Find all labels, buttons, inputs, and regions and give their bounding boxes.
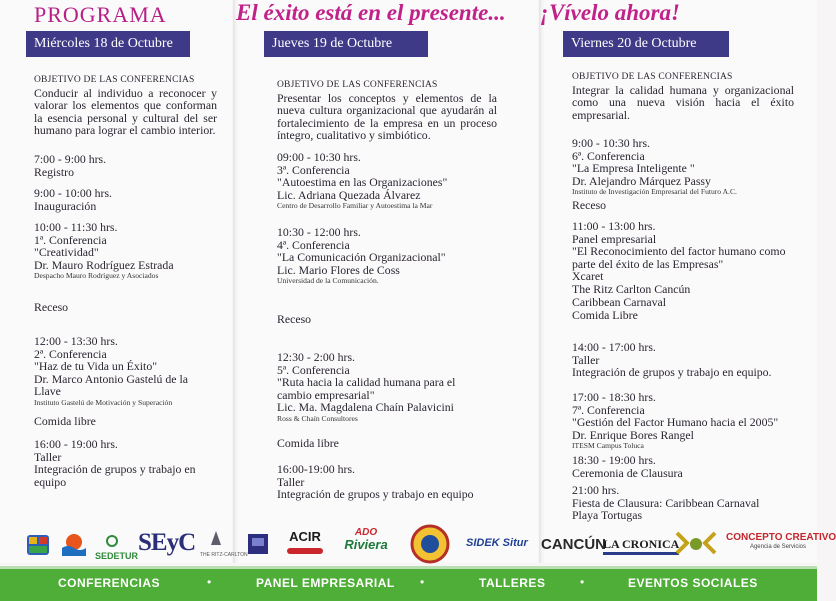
seyc-logo: SEyC — [138, 529, 196, 556]
objective-text: Presentar los conceptos y elementos de la nueva cultura organizacional que ayudarán al fortalecimiento de la empresa en un proceso íntegro, cualitativo y simbiótico. — [277, 90, 497, 143]
item-line: Lic. Adriana Quezada Álvarez — [277, 187, 421, 202]
ado-riviera-logo: ADO Riviera — [344, 527, 388, 552]
footer-item-conferencias: CONFERENCIAS — [58, 576, 161, 590]
item-line: "Ruta hacia la calidad humana para el — [277, 375, 456, 390]
cancun-logo: CANCÚN — [541, 536, 606, 553]
item-line: Comida Libre — [572, 308, 638, 322]
item-line: 3ª. Conferencia — [277, 162, 350, 177]
agenda-item — [34, 335, 229, 408]
item-institution: ITESM Campus Toluca — [572, 441, 644, 451]
agenda-item — [277, 151, 517, 211]
sponsor-logos — [0, 523, 836, 563]
acir-dots-icon — [285, 546, 325, 556]
item-time: 17:00 - 18:30 hrs. — [572, 390, 656, 404]
item-time: 7:00 - 9:00 hrs. — [34, 152, 107, 166]
item-line: Lic. Mario Flores de Coss — [277, 262, 400, 277]
item-line: Lic. Ma. Magdalena Chaín Palavicini — [277, 400, 454, 415]
item-line: Dr. Alejandro Márquez Passy — [572, 173, 711, 188]
la-cronica-logo: LA CRONICA — [603, 537, 679, 555]
footer-item-eventos: EVENTOS SOCIALES — [628, 576, 758, 590]
item-line: Taller — [34, 449, 62, 464]
item-line: Panel empresarial — [572, 231, 657, 246]
agenda-item — [34, 187, 224, 212]
item-time: 21:00 hrs. — [572, 483, 620, 497]
item-time: 16:00-19:00 hrs. — [277, 462, 355, 476]
agenda-item — [34, 438, 229, 488]
objective-text: Integrar la calidad humana y organizacional como una nueva visión hacia el éxito empresarial. — [572, 82, 794, 122]
ritz-carlton-logo: THE RITZ-CARLTON — [200, 529, 232, 558]
agenda-item — [277, 351, 527, 424]
objective-friday — [572, 71, 794, 121]
item-line: Dr. Mauro Rodríguez Estrada — [34, 257, 174, 272]
item-line: "La Empresa Inteligente " — [572, 161, 695, 176]
item-line: equipo — [34, 474, 67, 489]
item-line: Inauguración — [34, 198, 97, 213]
footer-bullet: • — [580, 575, 585, 589]
item-time: 16:00 - 19:00 hrs. — [34, 437, 118, 451]
item-institution: Ross & Chaín Consultores — [277, 413, 358, 423]
footer-item-panel: PANEL EMPRESARIAL — [256, 576, 395, 590]
footer-bullet: • — [420, 575, 425, 589]
agenda-item — [572, 341, 812, 379]
acir-logo: ACIR — [284, 530, 326, 561]
agenda-item — [277, 313, 517, 326]
sun-wave-logo-icon — [60, 532, 88, 558]
objective-heading: OBJETIVO DE LAS CONFERENCIAS — [277, 80, 438, 90]
sidek-situr-logo: SIDEK Situr — [466, 537, 528, 549]
item-line: Fiesta de Clausura: Caribbean Carnaval — [572, 495, 760, 510]
item-line: Comida libre — [34, 414, 96, 428]
item-time: 12:00 - 13:30 hrs. — [34, 334, 118, 348]
day-title: Miércoles 18 de Octubre — [34, 36, 173, 51]
round-seal-icon — [410, 524, 450, 564]
item-institution: Centro de Desarrollo Familiar y Autoestima la Mar — [277, 201, 433, 211]
item-time: 11:00 - 13:00 hrs. — [572, 219, 656, 233]
item-time: 10:30 - 12:00 hrs. — [277, 225, 361, 239]
objective-heading: OBJETIVO DE LAS CONFERENCIAS — [572, 72, 733, 82]
programa-title: PROGRAMA — [34, 2, 167, 27]
item-line: The Ritz Carlton Cancún — [572, 281, 691, 296]
agenda-item — [572, 484, 812, 522]
objective-wednesday — [34, 74, 217, 137]
item-line: 6ª. Conferencia — [572, 148, 645, 163]
item-line: Comida libre — [277, 436, 339, 450]
item-line: "Gestión del Factor Humano hacia el 2005" — [572, 415, 779, 430]
item-time: 18:30 - 19:00 hrs. — [572, 453, 656, 467]
state-shield-icon — [26, 534, 50, 556]
item-line: Receso — [34, 300, 69, 314]
item-line: Receso — [572, 198, 607, 212]
item-time: 9:00 - 10:30 hrs. — [572, 136, 650, 150]
item-line: Receso — [277, 312, 312, 326]
item-line: Integración de grupos y trabajo en — [34, 462, 196, 477]
item-line: Ceremonia de Clausura — [572, 465, 683, 480]
item-line: parte del éxito de las Empresas" — [572, 256, 724, 271]
item-time: 09:00 - 10:30 hrs. — [277, 150, 361, 164]
agenda-item — [34, 153, 224, 178]
agenda-item — [277, 226, 517, 286]
item-line: Llave — [34, 384, 61, 399]
agenda-item — [277, 437, 517, 450]
agenda-item — [34, 301, 224, 314]
item-line: 7ª. Conferencia — [572, 402, 645, 417]
agenda-item — [572, 137, 807, 197]
item-institution: Universidad de la Comunicación. — [277, 276, 379, 286]
objective-heading: OBJETIVO DE LAS CONFERENCIAS — [34, 75, 195, 85]
day-header-friday — [563, 31, 729, 57]
item-line: Dr. Enrique Bores Rangel — [572, 427, 694, 442]
day-title: Jueves 19 de Octubre — [272, 36, 393, 51]
item-time: 10:00 - 11:30 hrs. — [34, 220, 118, 234]
agenda-item — [572, 454, 812, 479]
item-line: "Haz de tu Vida un Éxito" — [34, 359, 158, 374]
item-line: Dr. Marco Antonio Gastelú de la — [34, 371, 188, 386]
day-header-thursday — [264, 31, 428, 57]
item-line: 4ª. Conferencia — [277, 237, 350, 252]
agenda-item — [572, 309, 807, 322]
footer-bar — [0, 566, 817, 601]
item-line: Caribbean Carnaval — [572, 294, 667, 309]
item-institution: Despacho Mauro Rodríguez y Asociados — [34, 271, 159, 281]
day-title: Viernes 20 de Octubre — [571, 36, 697, 51]
portal-logo-icon — [247, 533, 269, 555]
item-line: Registro — [34, 164, 74, 179]
item-line: Taller — [572, 352, 600, 367]
objective-text: Conducir al individuo a reconocer y valorar los elementos que conforman la esencia personal y cultural del ser humano para lograr el cambio interior. — [34, 85, 217, 138]
xcaret-logo-icon — [673, 527, 719, 561]
item-line: cambio empresarial" — [277, 387, 375, 402]
item-line: "Autoestima en las Organizaciones" — [277, 175, 448, 190]
agenda-item — [277, 463, 527, 501]
slogan-secondary: ¡Vívelo ahora! — [540, 0, 680, 25]
item-line: 5ª. Conferencia — [277, 362, 350, 377]
agenda-item — [572, 391, 812, 451]
lion-crest-icon — [208, 529, 224, 547]
item-time: 12:30 - 2:00 hrs. — [277, 350, 355, 364]
item-line: Playa Tortugas — [572, 508, 643, 523]
objective-thursday — [277, 79, 497, 142]
agenda-item — [572, 199, 807, 212]
fold-line — [233, 0, 236, 563]
concepto-creativo-logo: CONCEPTO CREATIVO Agencia de Servicios — [726, 532, 836, 550]
sedetur-emblem-icon — [102, 535, 122, 547]
item-line: "Creatividad" — [34, 245, 99, 260]
item-line: 1ª. Conferencia — [34, 232, 107, 247]
item-time: 9:00 - 10:00 hrs. — [34, 186, 112, 200]
item-line: Integración de grupos y trabajo en equipo — [277, 487, 474, 502]
item-institution: Instituto Gastelú de Motivación y Superación — [34, 397, 173, 407]
agenda-item — [572, 220, 812, 308]
agenda-item — [34, 415, 224, 428]
slogan-main: El éxito está en el presente... — [236, 0, 506, 25]
item-line: 2ª. Conferencia — [34, 346, 107, 361]
item-line: "El Reconocimiento del factor humano como — [572, 244, 786, 259]
item-line: "La Comunicación Organizacional" — [277, 250, 446, 265]
day-header-wednesday — [26, 31, 190, 57]
item-line: Taller — [277, 474, 305, 489]
agenda-item — [34, 221, 229, 281]
fold-line — [539, 0, 542, 563]
footer-bullet: • — [207, 575, 212, 589]
footer-item-talleres: TALLERES — [479, 576, 546, 590]
item-line: Integración de grupos y trabajo en equipo. — [572, 365, 772, 380]
sedetur-logo: SEDETUR — [95, 534, 129, 561]
item-time: 14:00 - 17:00 hrs. — [572, 340, 656, 354]
footer-stripe — [0, 566, 817, 569]
item-line: Xcaret — [572, 269, 604, 284]
item-institution: Instituto de Investigación Empresarial del Futuro A.C. — [572, 187, 737, 197]
